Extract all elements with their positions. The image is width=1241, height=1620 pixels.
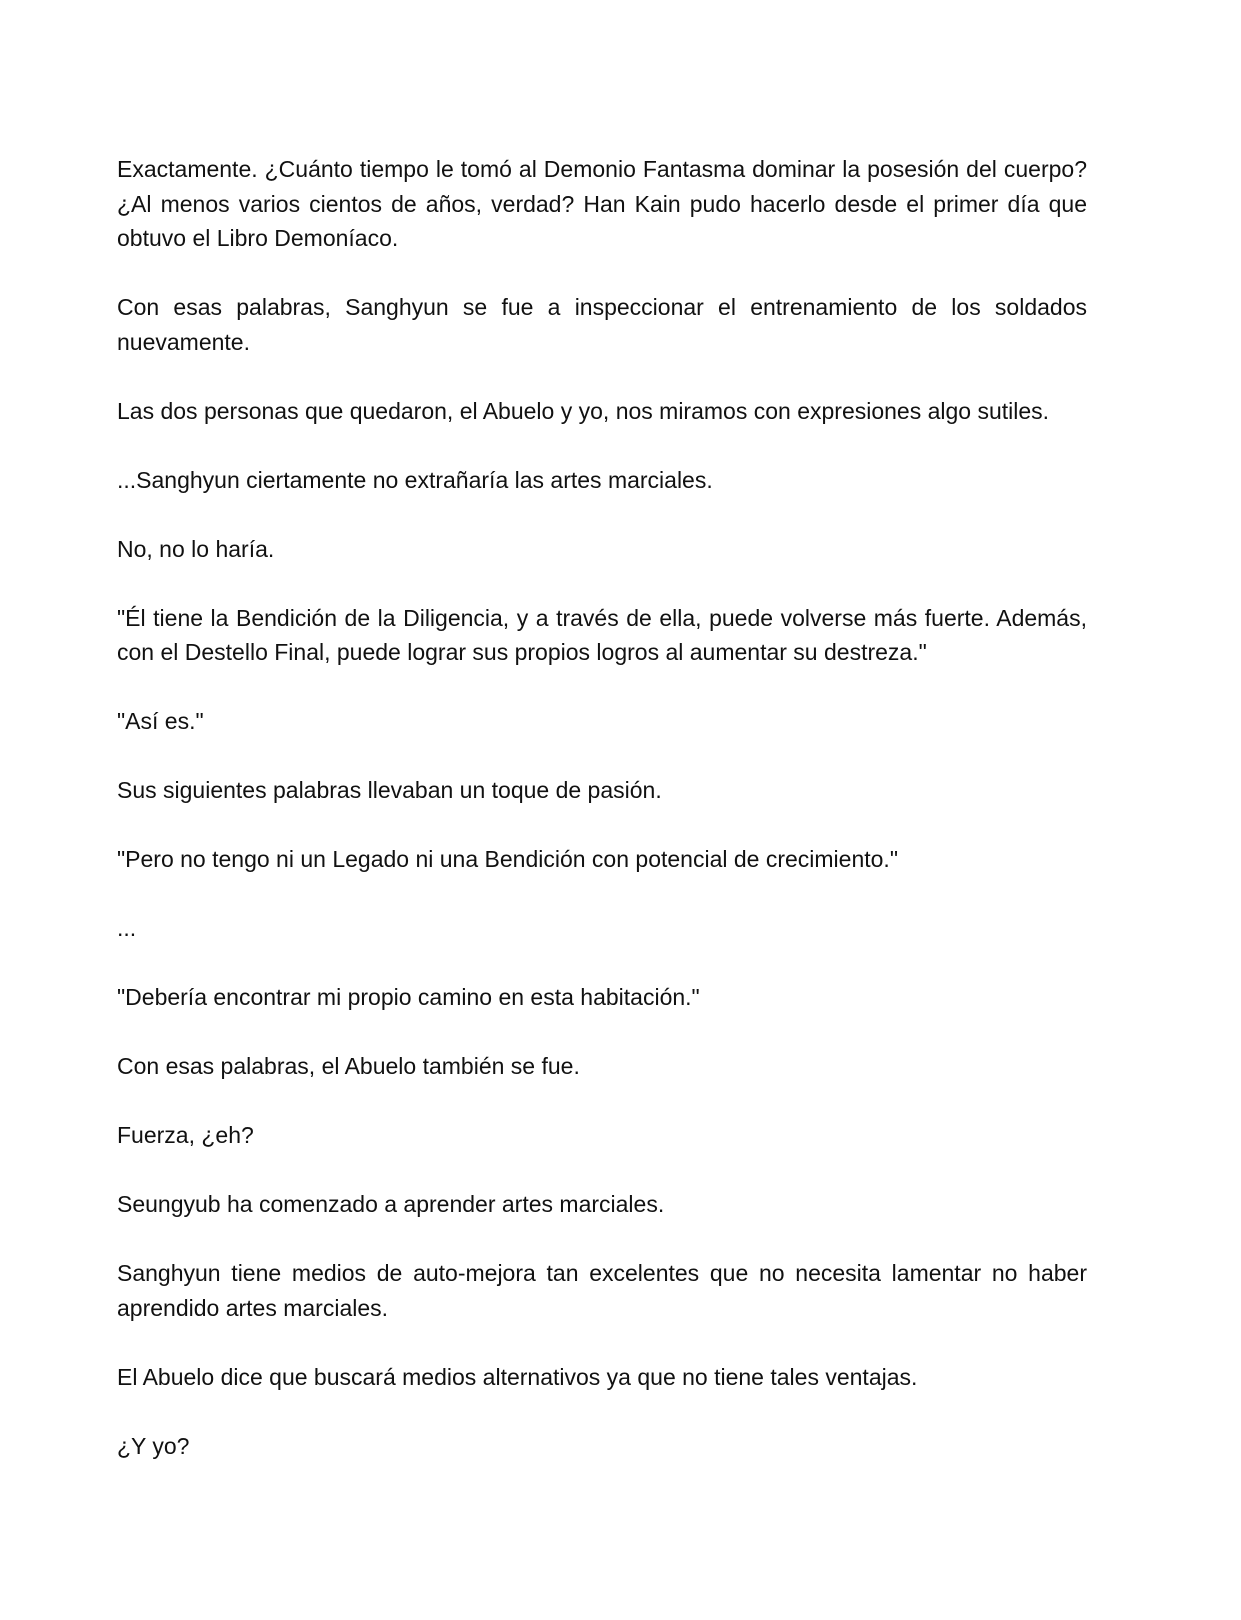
- paragraph: ¿Y yo?: [117, 1432, 190, 1459]
- paragraph: El Abuelo dice que buscará medios alternativos ya que no tiene tales ventajas.: [117, 1363, 918, 1390]
- paragraph: ...Sanghyun ciertamente no extrañaría las artes marciales.: [117, 466, 713, 493]
- paragraph: Con esas palabras, el Abuelo también se fue.: [117, 1053, 580, 1079]
- paragraph: Con esas palabras, Sanghyun se fue a inspeccionar el entrenamiento de los soldados nuevamente.: [117, 294, 1087, 355]
- paragraph: Sus siguientes palabras llevaban un toque de pasión.: [117, 777, 662, 803]
- paragraph: Las dos personas que quedaron, el Abuelo y yo, nos miramos con expresiones algo sutiles.: [117, 397, 1050, 424]
- paragraph: "Pero no tengo ni un Legado ni una Bendición con potencial de crecimiento.": [117, 846, 898, 872]
- document-body: [117, 152, 1087, 1463]
- paragraph: ...: [117, 915, 137, 941]
- paragraph: "Él tiene la Bendición de la Diligencia, y a través de ella, puede volverse más fuerte. Además, con el Destello Final, puede lograr sus propios logros al aumentar su destreza.": [117, 604, 1087, 665]
- paragraph: "Debería encontrar mi propio camino en esta habitación.": [117, 984, 700, 1010]
- paragraph: Seungyub ha comenzado a aprender artes marciales.: [117, 1191, 665, 1217]
- paragraph: Sanghyun tiene medios de auto-mejora tan excelentes que no necesita lamentar no haber aprendido artes marciales.: [117, 1260, 1087, 1321]
- paragraph: No, no lo haría.: [117, 535, 275, 562]
- paragraph: Fuerza, ¿eh?: [117, 1122, 254, 1148]
- paragraph: Exactamente. ¿Cuánto tiempo le tomó al Demonio Fantasma dominar la posesión del cuerpo? ¿Al menos varios cientos de años, verdad? Han Kain pudo hacerlo desde el primer día que obtuvo el Libro Demoníaco.: [117, 156, 1087, 251]
- paragraph: "Así es.": [117, 708, 204, 734]
